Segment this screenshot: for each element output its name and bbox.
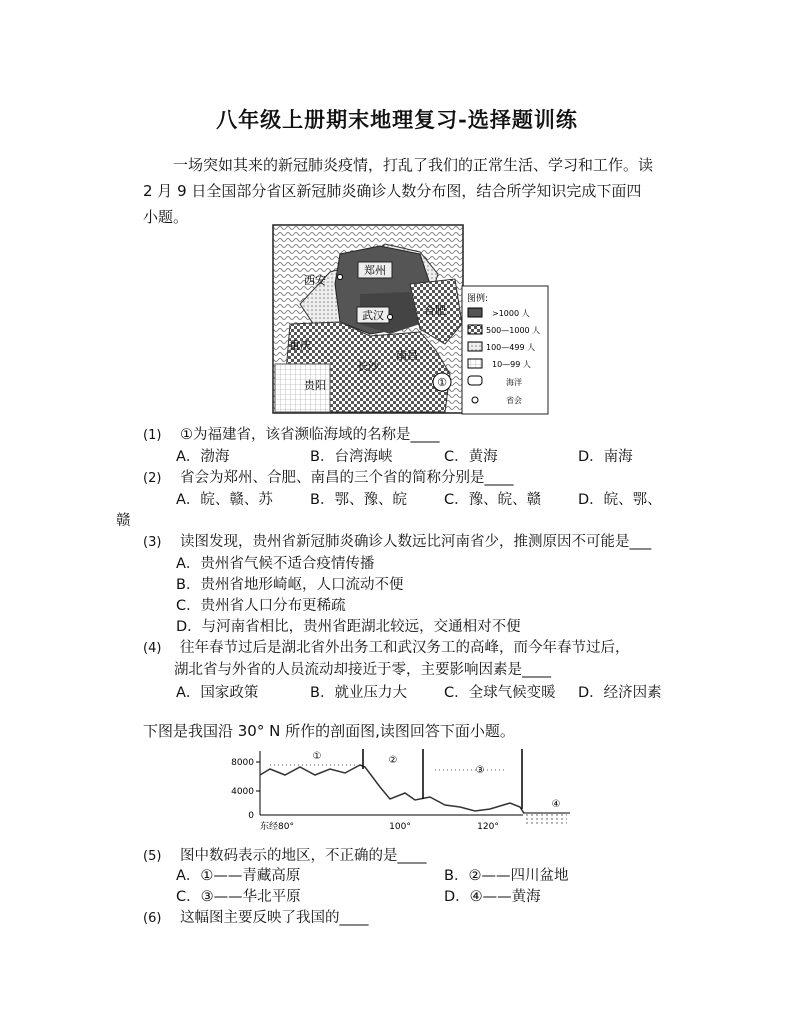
legend-item: 100—499 人 xyxy=(486,343,536,352)
fujian-marker: ① xyxy=(437,376,447,389)
map-label-chongqing: 重庆 xyxy=(289,339,311,352)
option[interactable]: C．全球气候变暖 xyxy=(444,685,556,701)
intro-paragraph xyxy=(143,152,683,230)
option[interactable]: D．皖、鄂、 xyxy=(578,492,662,508)
question-text: 图中数码表示的地区，不正确的是____ xyxy=(180,848,427,864)
section-2-intro: 下图是我国沿 30° N 所作的剖面图,读图回答下面小题。 xyxy=(143,722,515,740)
page-title: 八年级上册期末地理复习-选择题训练 xyxy=(216,107,578,132)
legend-item: 10—99 人 xyxy=(492,360,531,369)
option[interactable]: C．贵州省人口分布更稀疏 xyxy=(176,598,346,614)
option[interactable]: B．②——四川盆地 xyxy=(444,868,569,884)
question-number: (3) xyxy=(143,535,162,550)
question-number: (5) xyxy=(143,849,162,864)
question-number: (1) xyxy=(143,428,162,443)
legend-item: >1000 人 xyxy=(492,309,530,318)
option[interactable]: D．与河南省相比，贵州省距湖北较远，交通相对不便 xyxy=(176,619,521,635)
x-tick: 100° xyxy=(389,822,411,832)
legend-item: 省会 xyxy=(506,396,522,405)
legend-item: 500—1000 人 xyxy=(486,326,541,335)
question-2 xyxy=(143,466,514,487)
y-tick: 4000 xyxy=(231,787,254,797)
question-number: (4) xyxy=(143,641,162,656)
option[interactable]: A．国家政策 xyxy=(176,685,259,701)
option[interactable]: D．④——黄海 xyxy=(444,889,541,905)
map-label-changsha: 长沙 xyxy=(357,360,379,373)
map-label-zhengzhou: 郑州 xyxy=(364,264,386,277)
capital-dot xyxy=(388,315,393,320)
question-6 xyxy=(143,906,369,927)
intro-line: 一场突如其来的新冠肺炎疫情，打乱了我们的正常生活、学习和工作。读 xyxy=(173,156,654,174)
option[interactable]: D．经济因素 xyxy=(578,685,662,701)
question-number: (6) xyxy=(143,911,162,926)
option[interactable]: C．黄海 xyxy=(444,449,498,465)
map-label-nanchang: 南昌 xyxy=(396,349,418,362)
legend-title: 图例: xyxy=(467,294,489,304)
option[interactable]: A．贵州省气候不适合疫情传播 xyxy=(176,556,375,572)
question-text: 省会为郑州、合肥、南昌的三个省的简称分别是____ xyxy=(180,470,514,486)
question-3 xyxy=(143,530,651,551)
option[interactable]: B．鄂、豫、皖 xyxy=(310,492,407,508)
map-label-xian: 西安 xyxy=(304,274,326,287)
covid-distribution-map xyxy=(270,224,550,416)
question-text: ①为福建省，该省濒临海域的名称是____ xyxy=(180,427,440,443)
option[interactable]: B．台湾海峡 xyxy=(310,449,393,465)
question-text: 读图发现，贵州省新冠肺炎确诊人数远比河南省少，推测原因不可能是___ xyxy=(180,534,652,550)
option[interactable]: C．③——华北平原 xyxy=(176,889,301,905)
option[interactable]: A．①——青藏高原 xyxy=(176,868,301,884)
option-wrap-text: 赣 xyxy=(116,513,131,529)
question-text-line2: 湖北省与外省的人员流动却接近于零，主要影响因素是____ xyxy=(174,662,551,678)
map-label-guiyang: 贵阳 xyxy=(304,379,326,392)
question-4 xyxy=(143,636,630,657)
terrain-profile-line xyxy=(260,765,525,815)
profile-marker: ② xyxy=(388,755,398,766)
option[interactable]: A．渤海 xyxy=(176,449,230,465)
question-text: 这幅图主要反映了我国的____ xyxy=(180,910,369,926)
option[interactable]: D．南海 xyxy=(578,449,633,465)
profile-marker: ④ xyxy=(551,799,561,810)
option[interactable]: C．豫、皖、赣 xyxy=(444,492,542,508)
question-number: (2) xyxy=(143,471,162,486)
capital-dot xyxy=(338,275,343,280)
x-tick: 120° xyxy=(477,822,499,832)
question-1 xyxy=(143,423,440,444)
x-tick: 东经80° xyxy=(260,822,294,832)
question-5 xyxy=(143,844,427,865)
y-tick: 0 xyxy=(248,811,254,821)
legend-item: 海洋 xyxy=(506,378,522,387)
profile-marker: ① xyxy=(312,751,322,762)
map-label-hefei: 合肥 xyxy=(424,304,446,317)
option[interactable]: B．就业压力大 xyxy=(310,685,407,701)
y-tick: 8000 xyxy=(231,758,254,768)
profile-diagram xyxy=(230,745,575,835)
intro-line: 2 月 9 日全国部分省区新冠肺炎确诊人数分布图，结合所学知识完成下面四 xyxy=(143,182,642,200)
map-label-wuhan: 武汉 xyxy=(362,309,384,322)
question-text: 往年春节过后是湖北省外出务工和武汉务工的高峰，而今年春节过后， xyxy=(180,640,630,656)
option[interactable]: A．皖、赣、苏 xyxy=(176,492,273,508)
option[interactable]: B．贵州省地形崎岖，人口流动不便 xyxy=(176,577,404,593)
profile-marker: ③ xyxy=(475,765,485,776)
intro-line: 小题。 xyxy=(143,208,189,226)
